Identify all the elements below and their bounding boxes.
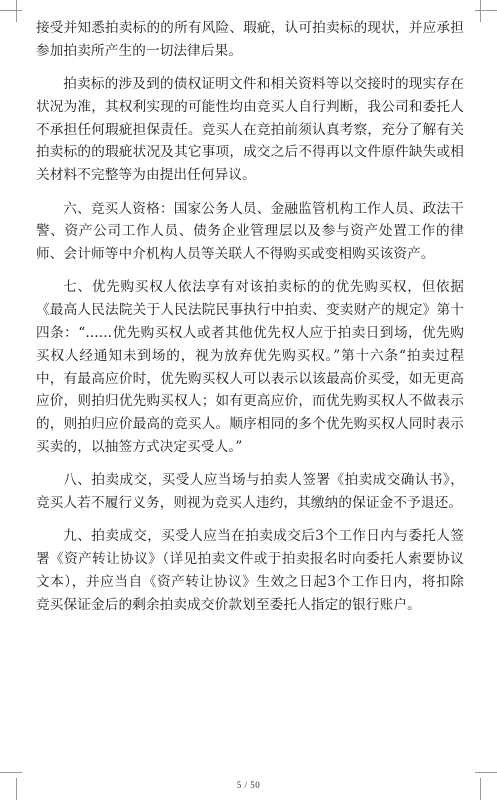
paragraph-auction-confirmation: 八、拍卖成交，买受人应当场与拍卖人签署《拍卖成交确认书》，竞买人若不履行义务，则视为竞买人违约，其缴纳的保证金不予退还。 — [36, 472, 464, 512]
paragraph-bidder-qualification: 六、竞买人资格：国家公务人员、金融监管机构工作人员、政法干警、资产公司工作人员、债务企业管理层以及参与资产处置工作的律师、会计师等中介机构人员等关联人不得购买或变相购买该资产。 — [36, 200, 464, 263]
crop-mark-top-left-h — [0, 10, 22, 11]
document-body — [36, 17, 464, 617]
paragraph-preemptive-right: 七、优先购买权人依法享有对该拍卖标的的优先购买权，但依据《最高人民法院关于人民法院民事执行中拍卖、变卖财产的规定》第十四条：“......优先购买权人或者其他优先权人应于拍卖日到场，优先购买权人经通知未到场的，视为放弃优先购买权。”第十六条“拍卖过程中，有最高应价时，优先购买权人可以表示以该最高价买受，如无更高应价，则拍归优先购买权人；如有更高应价，而优先购买权人不做表示的，则拍归应价最高的竞买人。顺序相同的多个优先购买权人同时表示买卖的，以抽签方式决定买受人。” — [36, 279, 464, 456]
crop-mark-top-right-v — [480, 0, 481, 22]
paragraph-continuation: 接受并知悉拍卖标的的所有风险、瑕疵，认可拍卖标的现状，并应承担参加拍卖所产生的一切法律后果。 — [36, 20, 464, 59]
crop-mark-bottom-left-h — [0, 772, 22, 773]
page-number: 5 / 50 — [236, 780, 261, 790]
paragraph-transfer-agreement: 九、拍卖成交，买受人应当在拍卖成交后3个工作日内与委托人签署《资产转让协议》（详见拍卖文件或于拍卖报名时向委托人索要协议文本），并应当自《资产转让协议》生效之日起3个工作日内，将扣除竞买保证金后的剩余拍卖成交价款划至委托人指定的银行账户。 — [36, 528, 464, 613]
crop-mark-bottom-right-h — [475, 772, 497, 773]
crop-mark-top-left-v — [16, 0, 17, 22]
crop-mark-top-right-h — [475, 10, 497, 11]
paragraph-rights-disclaimer: 拍卖标的涉及到的债权证明文件和相关资料等以交接时的现实存在状况为准，其权利实现的可能性均由竞买人自行判断，我公司和委托人不承担任何瑕疵担保责任。竞买人在竞拍前须认真考察，充分了解有关拍卖标的的瑕疵状况及其它事项，成交之后不得再以文件原件缺失或相关材料不完整等为由提出任何异议。 — [36, 76, 464, 184]
